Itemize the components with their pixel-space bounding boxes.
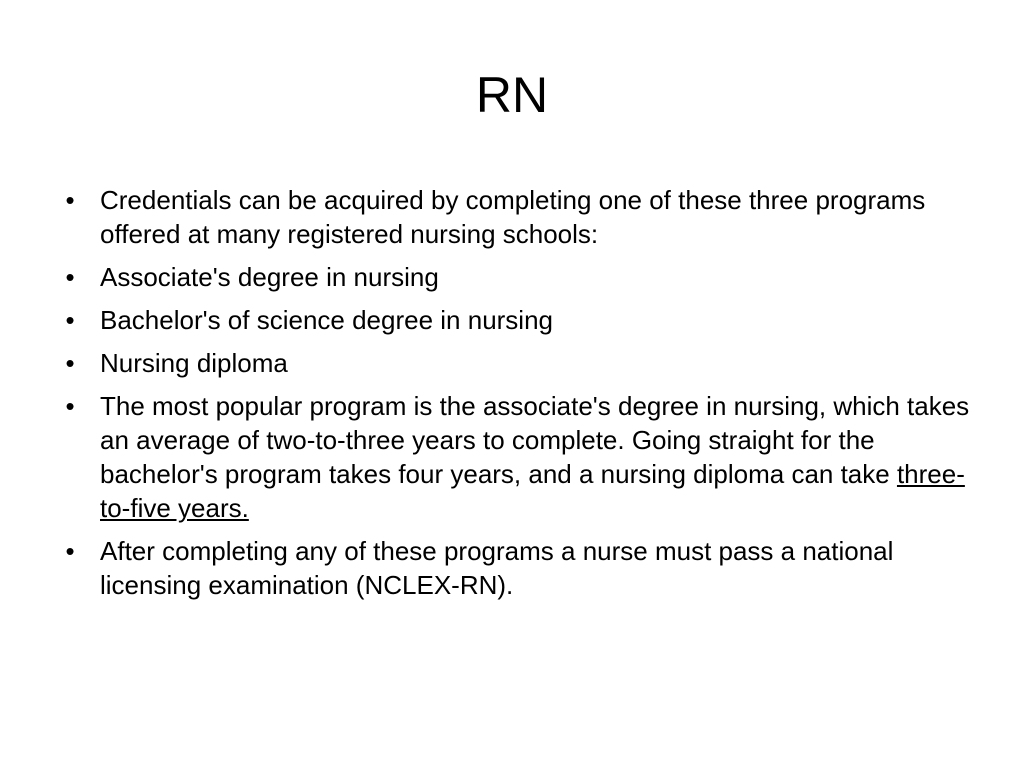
bullet-icon: • xyxy=(65,185,75,215)
three-to-five-years-link[interactable]: three-to-five years. xyxy=(100,459,965,523)
bullet-text: Bachelor's of science degree in nursing xyxy=(100,305,554,335)
bullet-icon: • xyxy=(65,391,75,421)
bullet-item-popular-program xyxy=(65,389,980,525)
bullet-icon: • xyxy=(65,536,75,566)
bullet-text: Nursing diploma xyxy=(100,348,288,378)
bullet-item-licensing xyxy=(65,534,980,602)
bullet-list xyxy=(65,183,980,611)
bullet-icon: • xyxy=(65,305,75,335)
bullet-icon: • xyxy=(65,262,75,292)
slide-title: RN xyxy=(475,67,549,123)
bullet-text: Associate's degree in nursing xyxy=(100,262,439,292)
bullet-text: After completing any of these programs a nurse must pass a national licensing examination (NCLEX-RN). xyxy=(100,536,894,600)
bullet-item-credentials xyxy=(65,183,980,251)
bullet-icon: • xyxy=(65,348,75,378)
bullet-item-bachelors xyxy=(65,303,980,337)
bullet-item-diploma xyxy=(65,346,980,380)
bullet-text: The most popular program is the associate's degree in nursing, which takes an average of two-to-three years to complete. Going straight for the bachelor's program takes four years, and a nursing diploma can take xyxy=(100,391,970,489)
bullet-text: Credentials can be acquired by completing one of these three programs offered at many registered nursing schools: xyxy=(100,185,926,249)
bullet-item-associates xyxy=(65,260,980,294)
